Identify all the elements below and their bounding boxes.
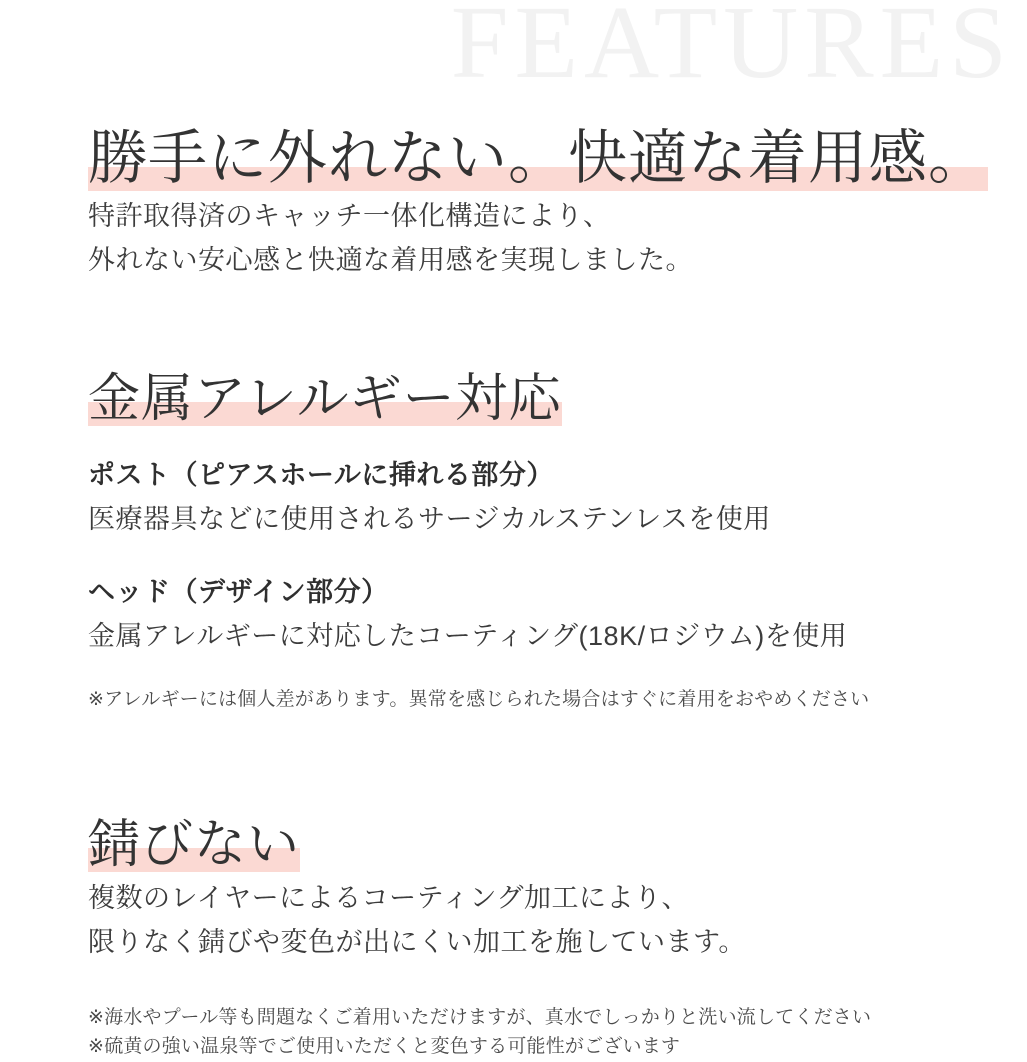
section-rust-free-heading: 錆びない xyxy=(88,817,301,875)
section-fit-line-1: 特許取得済のキャッチ一体化構造により、 xyxy=(88,201,611,231)
section-fit-line-2: 外れない安心感と快適な着用感を実現しました。 xyxy=(88,244,693,275)
section-metal-allergy-heading: 金属アレルギー対応 xyxy=(88,371,562,429)
section-fit xyxy=(88,6,989,282)
rust-free-note-2: ※硫黄の強い温泉等でご使用いただくと変色する可能性がございます xyxy=(88,1036,681,1058)
section-fit-heading: 勝手に外れない。快適な着用感。 xyxy=(88,125,989,191)
rust-free-note-1: ※海水やプール等も問題なくご着用いただけますが、真水でしっかりと洗い流してください xyxy=(88,1006,872,1028)
allergy-item-head-description: 金属アレルギーに対応したコーティング(18K/ロジウム)を使用 xyxy=(88,621,848,652)
watermark-features-title: FEATURES xyxy=(450,0,1013,100)
allergy-disclaimer-note: ※アレルギーには個人差があります。異常を感じられた場合はすぐに着用をおやめください xyxy=(88,688,870,710)
section-rust-free xyxy=(88,802,968,1061)
rust-free-notes xyxy=(88,1003,968,1062)
section-metal-allergy xyxy=(88,356,968,714)
allergy-item-post-label: ポスト（ピアスホールに挿れる部分） xyxy=(88,460,554,491)
content-column xyxy=(88,0,989,1062)
section-rust-free-line-2: 限りなく錆びや変色が出にくい加工を施しています。 xyxy=(88,927,746,958)
allergy-item-post xyxy=(88,453,968,542)
allergy-item-head-label: ヘッド（デザイン部分） xyxy=(88,577,389,608)
allergy-item-head xyxy=(88,570,968,659)
allergy-item-post-description: 医療器具などに使用されるサージカルステンレスを使用 xyxy=(88,504,771,535)
section-rust-free-line-1: 複数のレイヤーによるコーティング加工により、 xyxy=(88,883,689,914)
